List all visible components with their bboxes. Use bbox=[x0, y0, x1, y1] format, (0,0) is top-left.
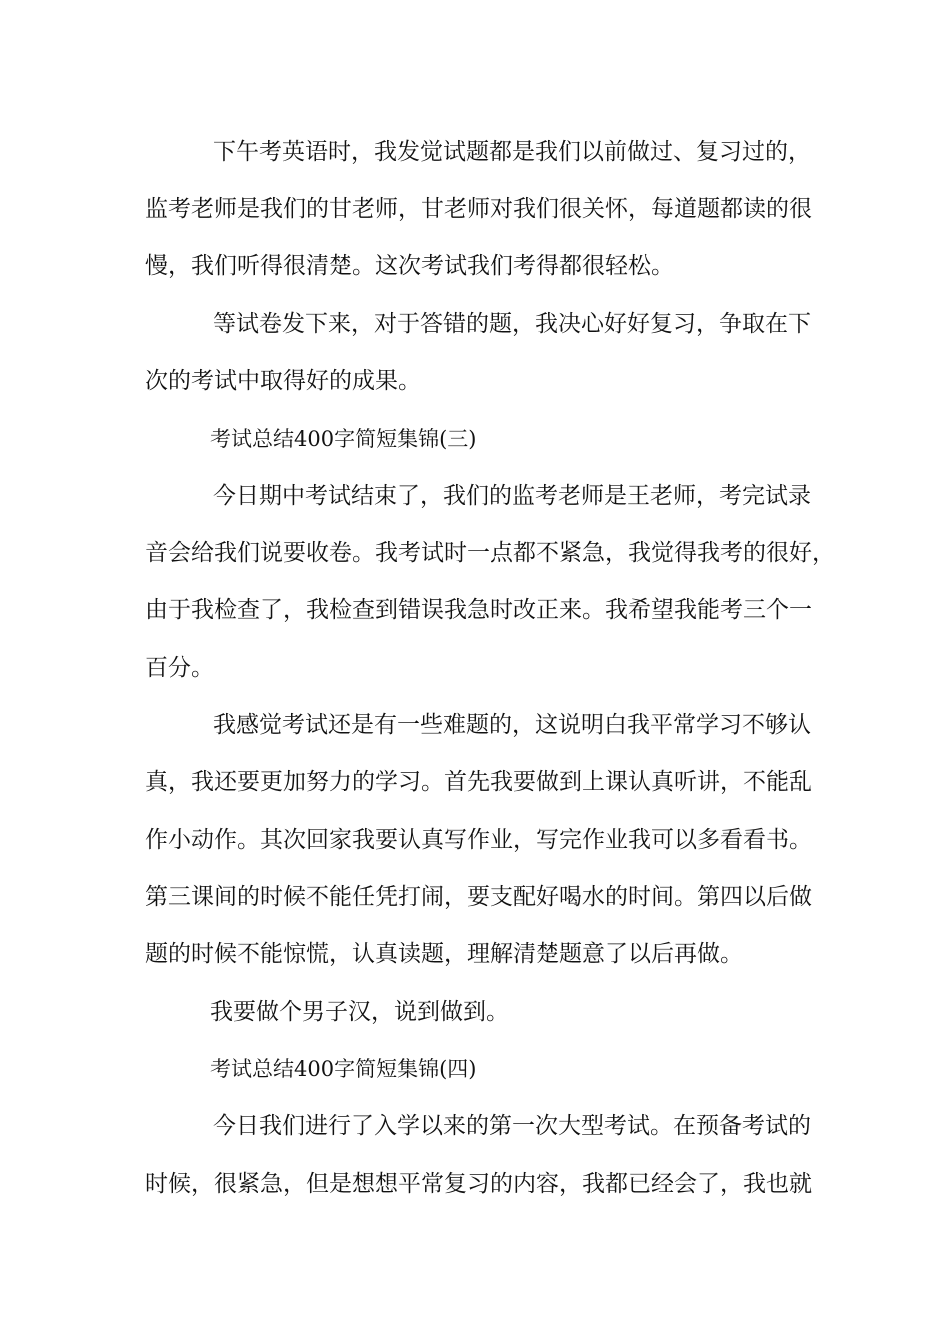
paragraph-line: 真，我还要更加努力的学习。首先我要做到上课认真听讲，不能乱 bbox=[145, 769, 812, 795]
paragraph-line: 监考老师是我们的甘老师，甘老师对我们很关怀，每道题都读的很 bbox=[145, 196, 812, 222]
paragraph-line: 由于我检查了，我检查到错误我急时改正来。我希望我能考三个一 bbox=[145, 597, 812, 623]
paragraph-line: 我感觉考试还是有一些难题的，这说明白我平常学习不够认 bbox=[213, 712, 811, 738]
section-heading: 考试总结400字简短集锦(三) bbox=[210, 427, 477, 451]
section-heading: 考试总结400字简短集锦(四) bbox=[210, 1057, 477, 1081]
paragraph-line: 题的时候不能惊慌，认真读题，理解清楚题意了以后再做。 bbox=[145, 941, 743, 967]
paragraph-line: 百分。 bbox=[145, 655, 214, 681]
paragraph-line: 次的考试中取得好的成果。 bbox=[145, 368, 421, 394]
paragraph-line: 作小动作。其次回家我要认真写作业，写完作业我可以多看看书。 bbox=[145, 827, 812, 853]
paragraph-line: 第三课间的时候不能任凭打闹，要支配好喝水的时间。第四以后做 bbox=[145, 884, 812, 910]
paragraph-line: 时候，很紧急，但是想想平常复习的内容，我都已经会了，我也就 bbox=[145, 1171, 812, 1197]
paragraph-line: 下午考英语时，我发觉试题都是我们以前做过、复习过的， bbox=[213, 139, 811, 165]
paragraph-line: 等试卷发下来，对于答错的题，我决心好好复习，争取在下 bbox=[213, 311, 811, 337]
paragraph-line: 今日期中考试结束了，我们的监考老师是王老师，考完试录 bbox=[213, 483, 811, 509]
paragraph-line: 我要做个男子汉，说到做到。 bbox=[210, 999, 509, 1025]
paragraph-line: 慢，我们听得很清楚。这次考试我们考得都很轻松。 bbox=[145, 253, 674, 279]
paragraph-line: 音会给我们说要收卷。我考试时一点都不紧急，我觉得我考的很好， bbox=[145, 540, 835, 566]
paragraph-line: 今日我们进行了入学以来的第一次大型考试。在预备考试的 bbox=[213, 1113, 811, 1139]
